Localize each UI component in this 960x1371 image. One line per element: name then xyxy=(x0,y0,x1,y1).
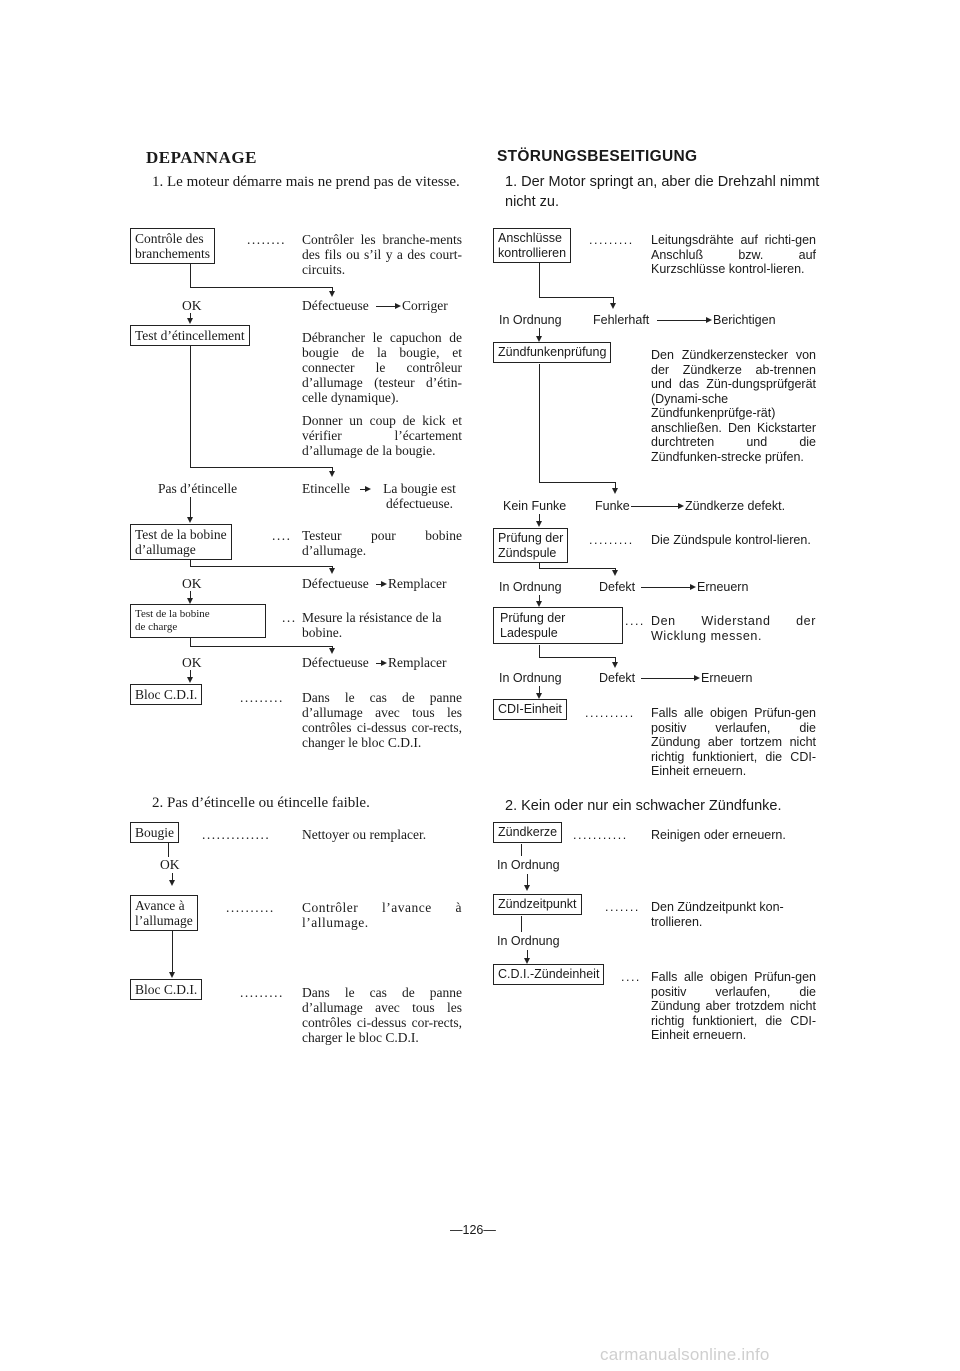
de-connector xyxy=(539,645,540,657)
de-arrow xyxy=(612,488,618,494)
de-box-ladespule-line2: Ladespule xyxy=(500,625,558,640)
fr-box-controle-branchements-line2: branchements xyxy=(135,246,210,261)
de-in-ordnung-1: In Ordnung xyxy=(499,313,562,327)
de-box-cdi-zuendeinheit: C.D.I.-Zündeinheit xyxy=(493,964,604,985)
fr-box-test-etincellement: Test d’étincellement xyxy=(130,325,250,346)
fr-dots-2: .... xyxy=(272,528,292,543)
page-number: —126— xyxy=(450,1223,496,1237)
fr-arrow xyxy=(187,517,193,523)
fr-dots-1: ........ xyxy=(247,232,286,247)
de-fehlerhaft: Fehlerhaft xyxy=(593,313,650,327)
fr-desc-bougie: Nettoyer ou remplacer. xyxy=(302,827,427,842)
de-dots-4: .......... xyxy=(585,706,635,720)
fr-defect-2: Défectueuse xyxy=(302,576,369,591)
fr-box-avance-line2: l’allumage xyxy=(135,913,193,928)
fr-box-test-charge xyxy=(130,604,266,638)
de-box-zuendfunkenpruefung: Zündfunkenprüfung xyxy=(493,342,611,363)
fr-desc-cdi-1: Dans le cas de panne d’allumage avec tous les contrôles ci-dessus cor-rects, changer le bloc C.D.I. xyxy=(302,690,462,750)
de-connector xyxy=(539,657,615,658)
fr-dots-5: .............. xyxy=(202,827,271,842)
fr-box-test-bobine-line1: Test de la bobine xyxy=(135,527,227,542)
fr-desc-cdi-2: Dans le cas de panne d’allumage avec tous les contrôles ci-dessus cor-rects, charger le bloc C.D.I. xyxy=(302,985,462,1045)
fr-arrow xyxy=(329,471,335,477)
de-connector xyxy=(539,568,615,569)
fr-connector xyxy=(376,306,396,307)
de-desc-zuendkerze: Reinigen oder erneuern. xyxy=(651,828,786,842)
fr-box-test-bobine-line2: d’allumage xyxy=(135,542,196,557)
fr-ok-4: OK xyxy=(160,857,180,872)
fr-connector xyxy=(172,931,173,975)
fr-connector xyxy=(190,287,332,288)
fr-desc-etincellement-2: Donner un coup de kick et vérifier l’écartement d’allumage de la bougie. xyxy=(302,413,462,458)
fr-arrow xyxy=(169,972,175,978)
de-berichtigen: Berichtigen xyxy=(713,313,776,327)
fr-arrow xyxy=(329,291,335,297)
de-funke: Funke xyxy=(595,499,630,513)
de-erneuern-2: Erneuern xyxy=(701,671,753,685)
de-zuendkerze-defekt: Zündkerze defekt. xyxy=(685,499,786,513)
fr-arrow xyxy=(187,677,193,683)
fr-dots-6: .......... xyxy=(226,900,275,915)
de-arrow xyxy=(524,885,530,891)
de-connector xyxy=(521,916,522,932)
de-in-ordnung-2: In Ordnung xyxy=(499,580,562,594)
fr-section-2-heading: 2. Pas d’étincelle ou étincelle faible. xyxy=(152,795,370,811)
french-column xyxy=(130,0,475,1371)
de-desc-cdi-2: Falls alle obigen Prüfun-gen positiv verlaufen, die Zündung aber trotzdem nicht richtig funktioniert, die CDI-Einheit erneuern. xyxy=(651,970,816,1042)
de-box-zuendkerze: Zündkerze xyxy=(493,822,562,843)
de-box-cdi-einheit: CDI-Einheit xyxy=(493,699,567,720)
fr-desc-branchements: Contrôler les branche-ments des fils ou s’il y a des court-circuits. xyxy=(302,232,462,277)
fr-box-bloc-cdi-1: Bloc C.D.I. xyxy=(130,684,202,705)
fr-arrow xyxy=(381,660,387,666)
fr-pas-etincelle: Pas d’étincelle xyxy=(158,481,238,496)
de-erneuern-1: Erneuern xyxy=(697,580,749,594)
fr-desc-charge: Mesure la résistance de la bobine. xyxy=(302,610,442,640)
de-connector xyxy=(631,506,679,507)
de-dots-7: .... xyxy=(621,970,641,984)
fr-box-controle-branchements-line1: Contrôle des xyxy=(135,231,204,246)
de-arrow xyxy=(690,584,696,590)
de-desc-anschluesse: Leitungsdrähte auf richti-gen Anschluß bzw. auf Kurzschlüsse kontrol-lieren. xyxy=(651,233,816,276)
de-connector xyxy=(539,482,615,483)
de-in-ordnung-5: In Ordnung xyxy=(497,934,560,948)
fr-arrow xyxy=(169,880,175,886)
de-desc-cdi: Falls alle obigen Prüfun-gen positiv verlaufen, die Zündung aber tortzem nicht richtig funktioniert, die CDI-Einheit erneuern. xyxy=(651,706,816,778)
de-box-anschluesse xyxy=(493,228,571,263)
fr-section-1-heading: 1. Le moteur démarre mais ne prend pas de vitesse. xyxy=(152,174,460,190)
de-arrow xyxy=(610,303,616,309)
de-box-pruefung-zuendspule xyxy=(493,528,568,563)
de-desc-zuendfunken: Den Zündkerzenstecker von der Zündkerze ab-trennen und das Zün-dungsprüfgerät (Dynami-sche Zündfunkenprüfge-rät) anschließen. Den Kickstarter durchtreten und die Zündfunken-strecke prüfen. xyxy=(651,348,816,464)
de-desc-ladespule: Den Widerstand der Wicklung messen. xyxy=(651,614,816,643)
fr-connector xyxy=(190,566,332,567)
de-section-2-heading: 2. Kein oder nur ein schwacher Zündfunke. xyxy=(505,798,782,814)
de-arrow xyxy=(612,662,618,668)
fr-title: DEPANNAGE xyxy=(146,148,257,167)
de-connector xyxy=(521,844,522,856)
fr-connector xyxy=(190,638,191,646)
fr-etincelle: Etincelle xyxy=(302,481,350,496)
de-arrow xyxy=(612,570,618,576)
fr-dots-4: ......... xyxy=(240,690,284,705)
de-connector xyxy=(641,587,691,588)
fr-desc-etincellement-1: Débrancher le capuchon de bougie de la bougie, et connecter le contrôleur d’allumage (testeur d’étin-celle dynamique). xyxy=(302,330,462,405)
fr-box-test-bobine xyxy=(130,524,232,560)
de-dots-3: .... xyxy=(625,614,645,628)
fr-corriger: Corriger xyxy=(402,298,448,313)
de-connector xyxy=(539,297,613,298)
fr-box-bougie: Bougie xyxy=(130,822,179,843)
fr-connector xyxy=(190,467,332,468)
de-desc-zuendspule: Die Zündspule kontrol-lieren. xyxy=(651,533,811,547)
de-section-1-heading: 1. Der Motor springt an, aber die Drehzahl nimmt nicht zu. xyxy=(505,174,820,210)
de-connector xyxy=(539,364,540,482)
de-box-anschluesse-line1: Anschlüsse xyxy=(498,231,562,245)
de-connector xyxy=(657,320,707,321)
de-dots-6: ....... xyxy=(605,900,640,914)
de-box-zuendspule-line2: Zündspule xyxy=(498,545,557,560)
fr-box-avance-allumage xyxy=(130,895,198,931)
de-arrow xyxy=(678,503,684,509)
de-dots-2: ......... xyxy=(589,533,634,547)
german-column xyxy=(493,0,823,1371)
fr-remplacer-1: Remplacer xyxy=(388,576,447,591)
fr-connector xyxy=(190,263,191,287)
fr-connector xyxy=(190,646,332,647)
de-dots-1: ......... xyxy=(589,233,634,247)
de-box-ladespule-line1: Prüfung der xyxy=(500,611,566,625)
de-box-pruefung-ladespule xyxy=(493,607,623,644)
fr-ok-3: OK xyxy=(182,655,202,670)
de-connector xyxy=(641,678,695,679)
fr-ok-2: OK xyxy=(182,576,202,591)
fr-desc-avance: Contrôler l’avance à l’allumage. xyxy=(302,900,462,930)
fr-box-test-charge-line1: Test de la bobine xyxy=(135,608,210,620)
watermark: carmanualsonline.info xyxy=(600,1345,770,1364)
fr-box-controle-branchements xyxy=(130,228,215,264)
de-arrow xyxy=(706,317,712,323)
de-arrow xyxy=(694,675,700,681)
fr-arrow xyxy=(187,318,193,324)
de-connector xyxy=(539,263,540,297)
fr-box-test-charge-line2: de charge xyxy=(135,621,178,633)
fr-bougie-defect: La bougie est défectueuse. xyxy=(383,481,456,511)
de-in-ordnung-3: In Ordnung xyxy=(499,671,562,685)
fr-ok-1: OK xyxy=(182,298,202,313)
de-desc-zuendzeitpunkt: Den Zündzeitpunkt kon-trollieren. xyxy=(651,900,784,929)
fr-connector xyxy=(190,559,191,566)
fr-desc-bobine: Testeur pour bobine d’allumage. xyxy=(302,528,462,558)
fr-arrow xyxy=(329,648,335,654)
fr-dots-7: ......... xyxy=(240,985,284,1000)
de-title: STÖRUNGSBESEITIGUNG xyxy=(497,148,698,165)
fr-arrow xyxy=(365,486,371,492)
fr-defect-3: Défectueuse xyxy=(302,655,369,670)
de-box-zuendzeitpunkt: Zündzeitpunkt xyxy=(493,894,582,915)
fr-remplacer-2: Remplacer xyxy=(388,655,447,670)
fr-connector xyxy=(168,843,169,857)
de-dots-5: ........... xyxy=(573,828,628,842)
de-in-ordnung-4: In Ordnung xyxy=(497,858,560,872)
de-arrow xyxy=(536,521,542,527)
de-box-anschluesse-line2: kontrollieren xyxy=(498,245,567,260)
fr-box-avance-line1: Avance à xyxy=(135,898,185,913)
fr-dots-3: ... xyxy=(282,610,297,625)
de-defekt-2: Defekt xyxy=(599,671,636,685)
de-defekt-1: Defekt xyxy=(599,580,636,594)
fr-connector xyxy=(190,346,191,467)
fr-box-bloc-cdi-2: Bloc C.D.I. xyxy=(130,979,202,1000)
fr-arrow xyxy=(395,303,401,309)
de-box-zuendspule-line1: Prüfung der xyxy=(498,531,564,545)
fr-arrow xyxy=(329,568,335,574)
fr-defect-1: Défectueuse xyxy=(302,298,369,313)
de-kein-funke: Kein Funke xyxy=(503,499,567,513)
fr-arrow xyxy=(381,581,387,587)
